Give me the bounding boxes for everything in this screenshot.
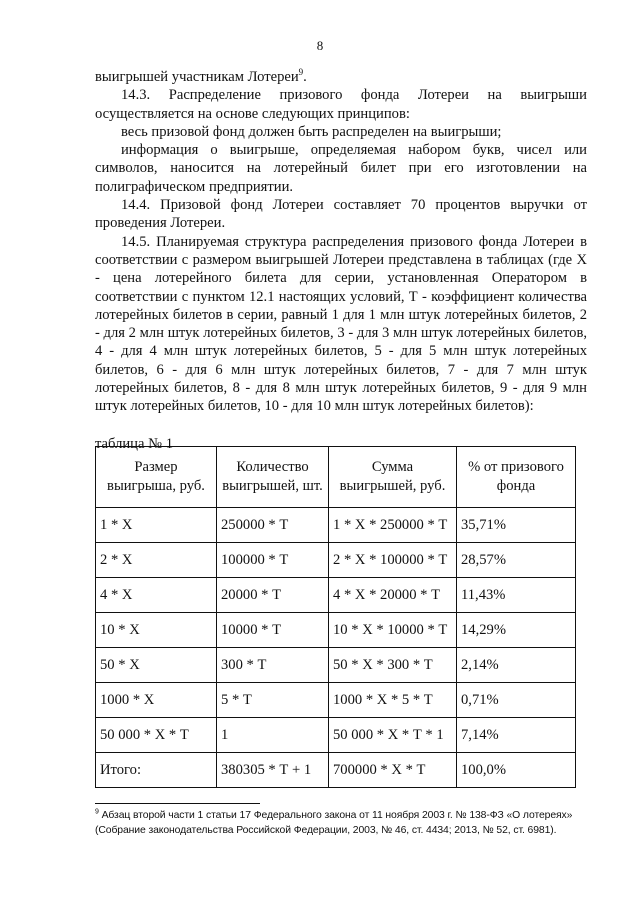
body-text bbox=[95, 68, 587, 416]
table-body bbox=[96, 508, 576, 788]
cell-prize-sum: 4 * X * 20000 * Т bbox=[329, 578, 457, 613]
header-fund-percent: % от призового фонда bbox=[457, 447, 576, 508]
table-row bbox=[96, 718, 576, 753]
cell-prize-sum: 50 000 * X * Т * 1 bbox=[329, 718, 457, 753]
table-row bbox=[96, 543, 576, 578]
footnote-text: Абзац второй части 1 статьи 17 Федерального закона от 11 ноября 2003 г. № 138-ФЗ «О лотереях» (Собрание законодательства Российской Федерации, 2003, № 46, ст. 4434; 2013, № 52, ст. 6981). bbox=[95, 810, 573, 836]
header-prize-sum: Сумма выигрышей, руб. bbox=[329, 447, 457, 508]
paragraph-14-4: 14.4. Призовой фонд Лотереи составляет 70 процентов выручки от проведения Лотереи. bbox=[95, 197, 587, 232]
cell-prize-sum: 10 * X * 10000 * Т bbox=[329, 613, 457, 648]
cell-prize-count: 380305 * Т + 1 bbox=[217, 753, 329, 788]
footnote-reference: 9 bbox=[298, 67, 304, 78]
cell-fund-percent: 35,71% bbox=[457, 508, 576, 543]
header-prize-count: Количество выигрышей, шт. bbox=[217, 447, 329, 508]
cell-prize-sum: 2 * X * 100000 * Т bbox=[329, 543, 457, 578]
cell-prize-size: 4 * X bbox=[96, 578, 217, 613]
table-row bbox=[96, 613, 576, 648]
table-row bbox=[96, 508, 576, 543]
prize-distribution-table bbox=[95, 446, 576, 788]
cell-prize-size: 1000 * X bbox=[96, 683, 217, 718]
cell-prize-size: 1 * X bbox=[96, 508, 217, 543]
cell-prize-size: Итого: bbox=[96, 753, 217, 788]
cell-prize-sum: 1000 * X * 5 * Т bbox=[329, 683, 457, 718]
paragraph-14-5: 14.5. Планируемая структура распределения призового фонда Лотереи в соответствии с размером выигрышей Лотереи представлена в таблицах (где X - цена лотерейного билета для серии, установленная Оператором в соответствии с пунктом 12.1 настоящих условий, Т - коэффициент количества лотерейных билетов в серии, равный 1 для 1 млн штук лотерейных билетов, 2 - для 2 млн штук лотерейных билетов, 3 - для 3 млн штук лотерейных билетов, 4 - для 4 млн штук лотерейных билетов, 5 - для 5 млн штук лотерейных билетов, 6 - для 6 млн штук лотерейных билетов, 7 - для 7 млн штук лотерейных билетов, 8 - для 8 млн штук лотерейных билетов, 9 - для 9 млн штук лотерейных билетов, 10 - для 10 млн штук лотерейных билетов): bbox=[95, 233, 587, 415]
cell-fund-percent: 28,57% bbox=[457, 543, 576, 578]
cell-prize-size: 50 * X bbox=[96, 648, 217, 683]
cell-fund-percent: 7,14% bbox=[457, 718, 576, 753]
paragraph-principle-2: информация о выигрыше, определяемая набором букв, чисел или символов, наносится на лотерейный билет при его изготовлении на полиграфическом предприятии. bbox=[95, 142, 587, 195]
table-header-row bbox=[96, 447, 576, 508]
footnote bbox=[95, 808, 595, 838]
cell-prize-sum: 50 * X * 300 * Т bbox=[329, 648, 457, 683]
cell-prize-size: 50 000 * X * Т bbox=[96, 718, 217, 753]
cell-fund-percent: 11,43% bbox=[457, 578, 576, 613]
cell-fund-percent: 14,29% bbox=[457, 613, 576, 648]
paragraph-suffix: . bbox=[303, 69, 307, 85]
cell-fund-percent: 2,14% bbox=[457, 648, 576, 683]
cell-prize-count: 300 * Т bbox=[217, 648, 329, 683]
table-row bbox=[96, 578, 576, 613]
paragraph-14-3: 14.3. Распределение призового фонда Лотереи на выигрыши осуществляется на основе следующих принципов: bbox=[95, 87, 587, 122]
table-row bbox=[96, 648, 576, 683]
cell-prize-size: 2 * X bbox=[96, 543, 217, 578]
footnote-marker: 9 bbox=[95, 808, 99, 816]
cell-prize-count: 5 * Т bbox=[217, 683, 329, 718]
table-row bbox=[96, 753, 576, 788]
table-row bbox=[96, 683, 576, 718]
cell-prize-count: 20000 * Т bbox=[217, 578, 329, 613]
header-prize-size: Размер выигрыша, руб. bbox=[96, 447, 217, 508]
cell-prize-count: 1 bbox=[217, 718, 329, 753]
cell-prize-sum: 700000 * X * Т bbox=[329, 753, 457, 788]
paragraph-text: выигрышей участникам Лотереи bbox=[95, 69, 299, 85]
cell-prize-sum: 1 * X * 250000 * Т bbox=[329, 508, 457, 543]
cell-prize-count: 10000 * Т bbox=[217, 613, 329, 648]
cell-fund-percent: 0,71% bbox=[457, 683, 576, 718]
cell-prize-count: 100000 * Т bbox=[217, 543, 329, 578]
paragraph-principle-1: весь призовой фонд должен быть распределен на выигрыши; bbox=[121, 123, 502, 140]
cell-prize-count: 250000 * Т bbox=[217, 508, 329, 543]
footnote-divider bbox=[95, 803, 260, 804]
cell-fund-percent: 100,0% bbox=[457, 753, 576, 788]
paragraph-continuation bbox=[95, 68, 587, 86]
page-number: 8 bbox=[316, 38, 324, 53]
table-caption: таблица № 1 bbox=[95, 436, 173, 452]
cell-prize-size: 10 * X bbox=[96, 613, 217, 648]
